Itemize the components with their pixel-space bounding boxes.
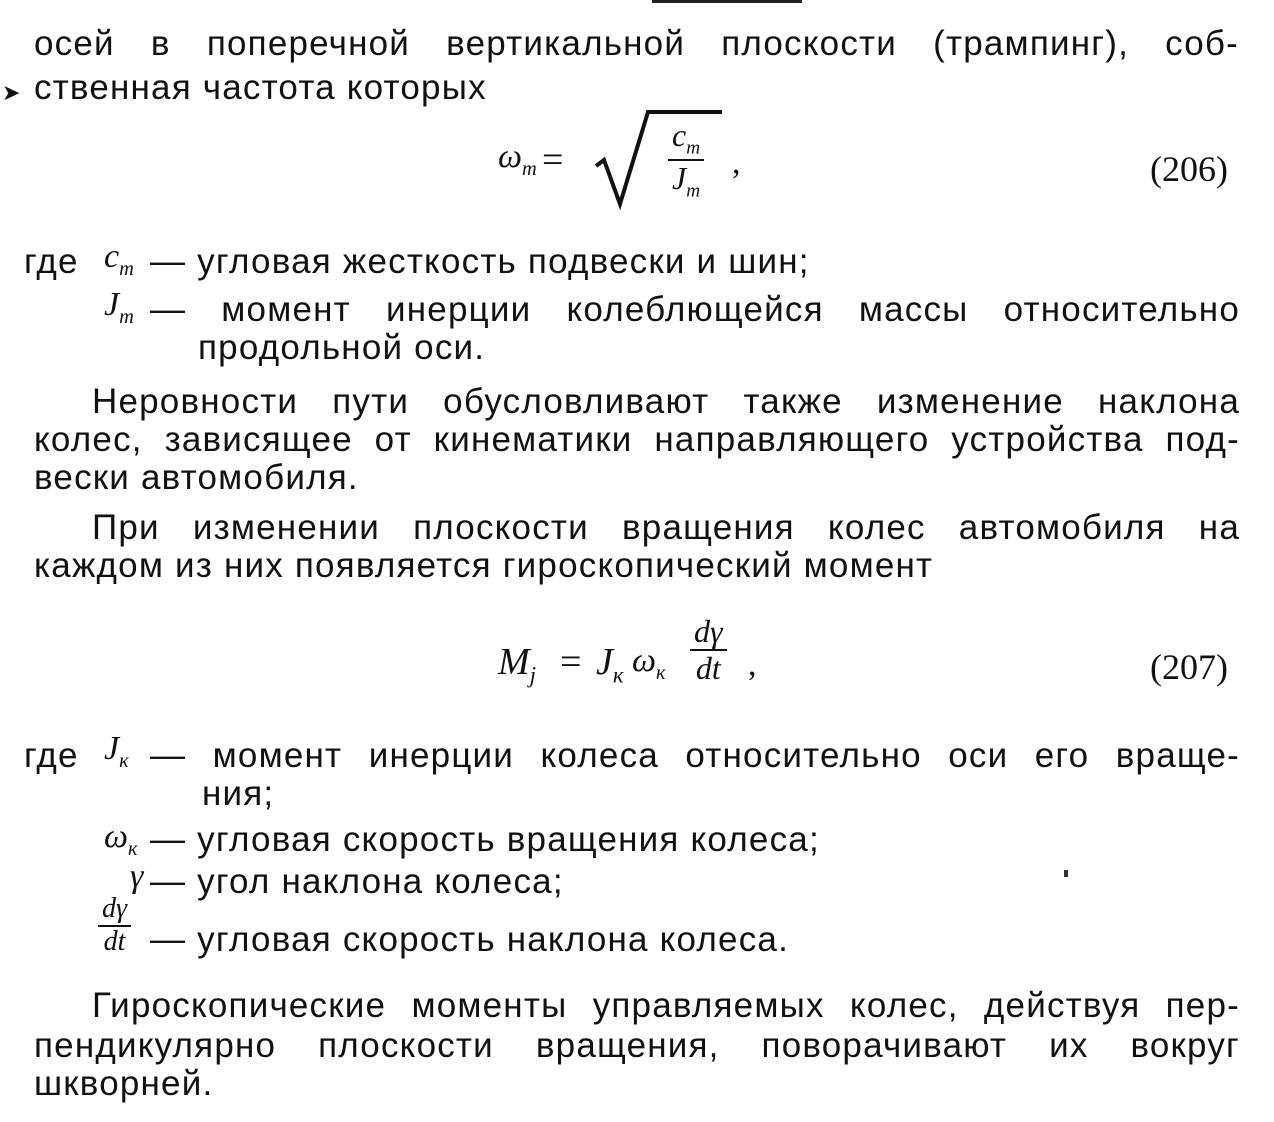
eq207-lhs: $M_j$: [498, 641, 536, 688]
eq206-fraction: $c_т$ $J_т$: [668, 118, 704, 201]
defs1-j-text-1: — момент инерции колеблющейся массы относительно: [150, 290, 1240, 329]
paragraph-2-line-3: вески автомобиля.: [34, 458, 359, 497]
defs2-gde: где: [24, 736, 79, 775]
eq206-comma: ,: [732, 144, 741, 181]
paragraph-2-line-2: колес, зависящее от кинематики направляющего устройства под-: [34, 420, 1240, 459]
eq207-jk: $J_к$: [596, 641, 624, 688]
defs1-c-text: — угловая жесткость подвески и шин;: [150, 242, 810, 281]
defs2-dgamma-text: — угловая скорость наклона колеса.: [150, 920, 790, 959]
paragraph-2-line-1: Неровности пути обусловливают также изменение наклона: [92, 382, 1240, 421]
equation-number-207: (207): [1150, 647, 1228, 687]
paragraph-1-line-2: ственная частота которых: [34, 68, 487, 107]
defs2-jk-symbol: $J_к$: [104, 730, 129, 772]
eq207-comma: ,: [748, 646, 757, 683]
defs2-jk-text-1: — момент инерции колеса относительно оси его враще-: [150, 736, 1240, 775]
speck-dot: [1064, 870, 1068, 877]
equation-207: [498, 612, 788, 702]
equation-206: [498, 100, 758, 210]
equation-number-206: (206): [1150, 149, 1228, 189]
paragraph-4-line-1: Гироскопические моменты управляемых колес, действуя пер-: [92, 986, 1240, 1025]
defs2-gamma-symbol: γ: [130, 858, 144, 895]
top-rule: [652, 0, 802, 3]
defs2-wk-text: — угловая скорость вращения колеса;: [150, 820, 820, 859]
defs1-c-symbol: $c_т$: [104, 238, 134, 280]
paragraph-4-line-2: пендикулярно плоскости вращения, поворачивают их вокруг: [34, 1026, 1240, 1065]
eq207-equals: =: [560, 641, 582, 683]
defs1-gde: где: [24, 242, 79, 281]
paragraph-1-line-1: осей в поперечной вертикальной плоскости (трампинг), соб-: [34, 24, 1239, 63]
defs2-dgamma-fraction: $\frac{d\gamma}{dt}$: [98, 894, 131, 958]
margin-arrow-mark: ➤: [2, 80, 21, 105]
defs2-gamma-text: — угол наклона колеса;: [150, 862, 564, 901]
sqrt-sign-icon: [594, 104, 724, 210]
defs2-wk-symbol: $\omega_к$: [104, 818, 138, 860]
defs2-jk-text-2: ния;: [202, 774, 275, 813]
eq207-fraction: $\frac{d\gamma}{dt}$: [690, 614, 727, 686]
paragraph-4-line-3: шкворней.: [34, 1064, 214, 1103]
eq207-wk: $\omega_к$: [632, 642, 666, 684]
defs1-j-text-2: продольной оси.: [198, 328, 486, 367]
paragraph-3-line-2: каждом из них появляется гироскопический момент: [34, 546, 934, 585]
defs1-j-symbol: $J_т$: [104, 286, 134, 328]
paragraph-3-line-1: При изменении плоскости вращения колес автомобиля на: [92, 508, 1240, 547]
eq206-lhs: $\omega_т$: [498, 138, 537, 180]
eq206-equals: =: [542, 139, 564, 181]
